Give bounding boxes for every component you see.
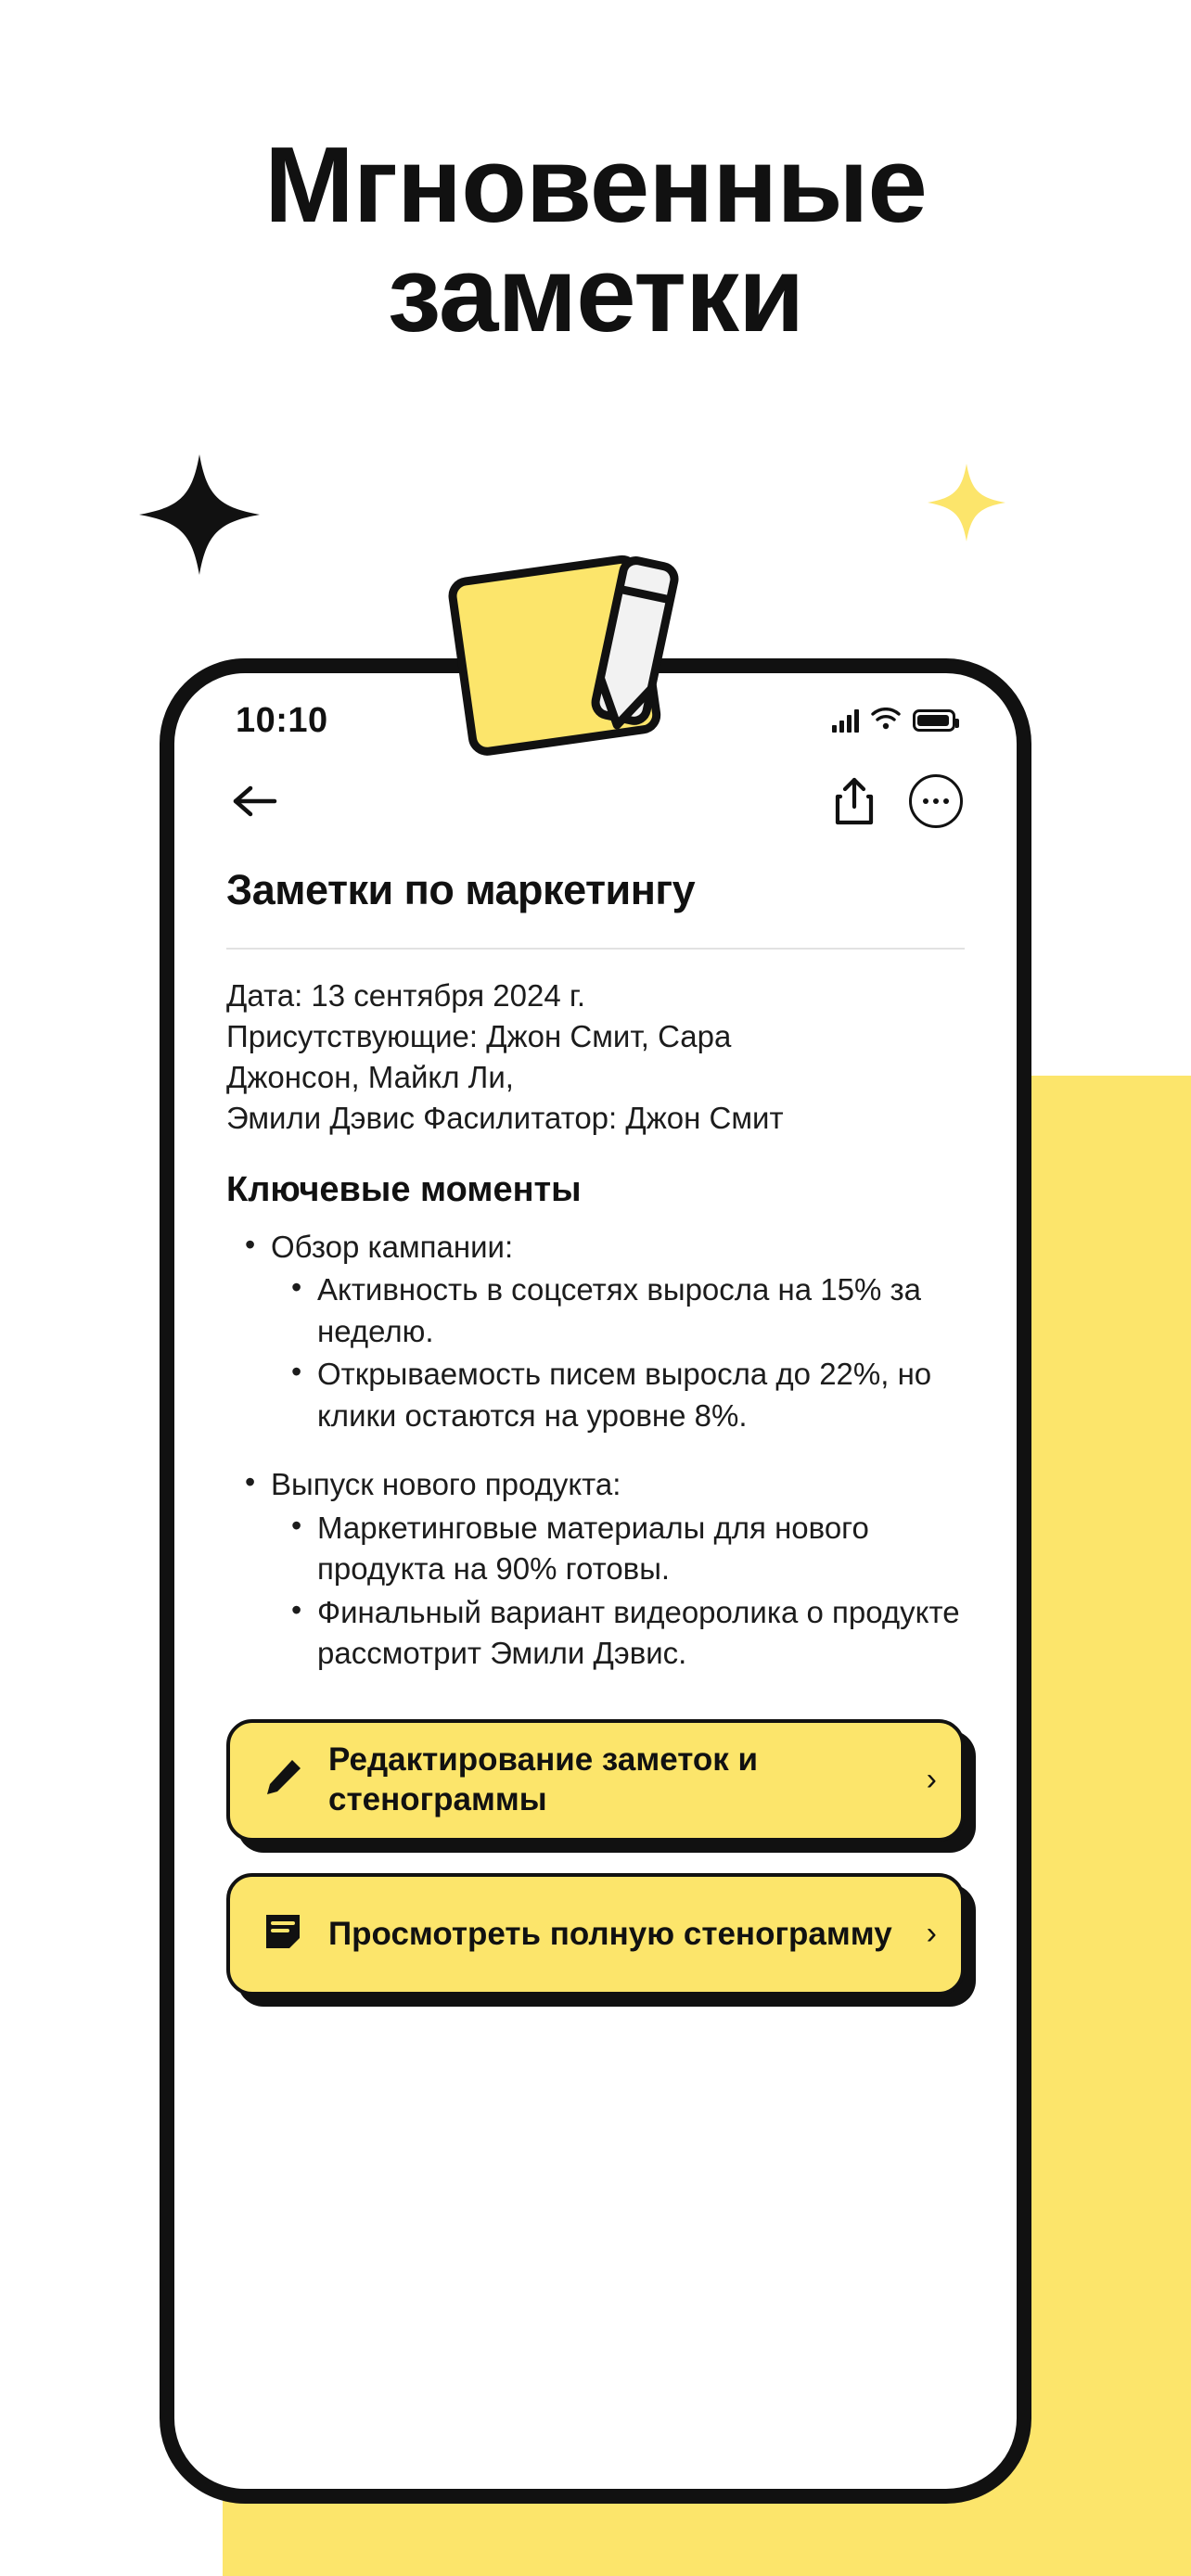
pencil-icon bbox=[262, 1756, 304, 1804]
list-item bbox=[239, 1227, 965, 1437]
sub-list bbox=[288, 1269, 965, 1436]
list-item-label: Выпуск нового продукта: bbox=[271, 1467, 621, 1502]
action-buttons bbox=[174, 1678, 1017, 1996]
view-transcript-button-wrap bbox=[226, 1873, 965, 1996]
transcript-icon bbox=[262, 1910, 304, 1958]
battery-icon bbox=[913, 709, 955, 732]
status-icons bbox=[832, 708, 955, 734]
navigation-actions bbox=[826, 772, 965, 830]
edit-notes-button-wrap bbox=[226, 1719, 965, 1842]
sub-list bbox=[288, 1508, 965, 1675]
status-time: 10:10 bbox=[236, 700, 328, 740]
sparkle-icon-right bbox=[928, 464, 1005, 542]
page-title bbox=[0, 124, 1191, 355]
note-content bbox=[174, 838, 1017, 1675]
note-meta bbox=[226, 976, 965, 1139]
note-meta-line: Эмили Дэвис Фасилитатор: Джон Смит bbox=[226, 1100, 784, 1135]
back-button[interactable] bbox=[226, 772, 284, 830]
list-item: • Открываемость писем выросла до 22%, но клики остаются на уровне 8%. bbox=[288, 1354, 965, 1436]
list-item-label: Обзор кампании: bbox=[271, 1229, 514, 1264]
note-meta-line: Джонсон, Майкл Ли, bbox=[226, 1059, 514, 1094]
page-title-line-2: заметки bbox=[387, 234, 804, 355]
list-item: • Маркетинговые материалы для нового продукта на 90% готовы. bbox=[288, 1508, 965, 1590]
share-button[interactable] bbox=[826, 772, 883, 830]
chevron-right-icon: › bbox=[926, 1916, 937, 1952]
edit-notes-button[interactable] bbox=[226, 1719, 965, 1842]
sparkle-icon-left bbox=[139, 454, 260, 575]
wifi-icon bbox=[871, 708, 901, 734]
more-options-button[interactable] bbox=[907, 772, 965, 830]
list-item bbox=[239, 1464, 965, 1675]
note-meta-line: Присутствующие: Джон Смит, Сара bbox=[226, 1018, 732, 1053]
edit-notes-label: Редактирование заметок и стенограммы bbox=[328, 1741, 759, 1817]
list-item: • Активность в соцсетях выросла на 15% за неделю. bbox=[288, 1269, 965, 1352]
view-transcript-button[interactable] bbox=[226, 1873, 965, 1996]
page-title-line-1: Мгновенные bbox=[264, 124, 927, 245]
list-item: • Финальный вариант видеоролика о продукте рассмотрит Эмили Дэвис. bbox=[288, 1592, 965, 1675]
phone-mockup bbox=[160, 658, 1031, 2504]
section-title: Ключевые моменты bbox=[226, 1169, 582, 1209]
key-points-list bbox=[239, 1227, 965, 1675]
note-title: Заметки по маркетингу bbox=[226, 866, 696, 913]
divider bbox=[226, 948, 965, 950]
note-meta-line: Дата: 13 сентября 2024 г. bbox=[226, 978, 586, 1013]
spacer bbox=[239, 1440, 965, 1464]
cellular-signal-icon bbox=[832, 708, 859, 733]
chevron-right-icon: › bbox=[926, 1762, 937, 1798]
sticky-note-illustration bbox=[445, 547, 742, 779]
view-transcript-label: Просмотреть полную стенограмму bbox=[328, 1915, 892, 1952]
more-options-icon bbox=[909, 774, 963, 828]
